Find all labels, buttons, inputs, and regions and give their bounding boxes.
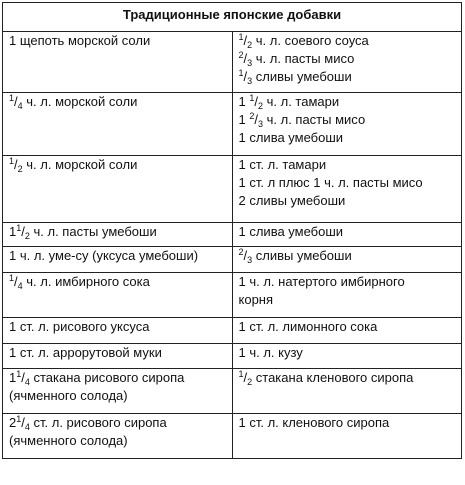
substitute-ingredient-cell — [232, 247, 462, 273]
substitute-ingredient-cell — [232, 156, 462, 223]
fraction-numerator: 2 — [238, 50, 244, 60]
table-row — [3, 32, 462, 93]
cell-text: / — [254, 112, 258, 127]
cell-text: ч. л. морской соли — [22, 157, 138, 172]
substitute-ingredient-cell — [232, 344, 462, 369]
table-row — [3, 414, 462, 459]
cell-line — [9, 318, 226, 336]
cell-text: / — [14, 274, 18, 289]
substitute-ingredient-cell — [232, 93, 462, 156]
fraction-denominator: 3 — [247, 58, 253, 68]
cell-text: 2 сливы умебоши — [238, 193, 346, 208]
cell-text: 1 ст. л плюс 1 ч. л. пасты мисо — [238, 175, 423, 190]
cell-text: ч. л. пасты умебоши — [29, 224, 157, 239]
cell-text: / — [14, 157, 18, 172]
cell-text: 1 слива умебоши — [238, 224, 344, 239]
fraction-denominator: 2 — [257, 101, 263, 111]
cell-text: / — [254, 94, 258, 109]
substitute-ingredient-cell — [232, 32, 462, 93]
cell-text: 1 ст. л. рисового уксуса — [9, 319, 150, 334]
cell-text: / — [243, 370, 248, 385]
cell-text: 1 — [9, 370, 17, 385]
cell-line — [9, 247, 226, 265]
cell-line — [9, 32, 226, 50]
cell-line — [239, 174, 456, 192]
fraction-denominator: 4 — [17, 281, 23, 291]
cell-line — [9, 432, 226, 450]
fraction-numerator: 1 — [238, 68, 244, 78]
cell-text: ч. л. пасты мисо — [263, 112, 366, 127]
cell-line — [239, 68, 456, 86]
cell-text: (ячменного солода) — [9, 388, 128, 403]
fraction-numerator: 1 — [238, 369, 244, 379]
cell-text: сливы умебоши — [252, 248, 352, 263]
cell-text: 1 слива умебоши — [238, 130, 344, 145]
table-row — [3, 318, 462, 344]
table-row — [3, 156, 462, 223]
cell-line — [9, 414, 226, 432]
cell-line — [239, 50, 456, 68]
cell-line — [239, 247, 456, 265]
fraction-denominator: 2 — [24, 231, 30, 241]
cell-line — [239, 223, 456, 241]
cell-line — [239, 291, 456, 309]
cell-text: 1 ч. л. кузу — [238, 345, 303, 360]
cell-line — [239, 129, 456, 147]
fraction-denominator: 2 — [247, 377, 253, 387]
cell-text: 1 ст. л. кленового сиропа — [238, 415, 390, 430]
cell-line — [9, 273, 226, 291]
fraction-denominator: 4 — [24, 377, 30, 387]
cell-text: 1 щепоть морской соли — [9, 33, 151, 48]
fraction-denominator: 3 — [247, 76, 253, 86]
fraction-numerator: 1 — [9, 156, 15, 166]
original-ingredient-cell — [3, 93, 233, 156]
substitute-ingredient-cell — [232, 318, 462, 344]
cell-text: стакана рисового сиропа — [29, 370, 185, 385]
table-title: Традиционные японские добавки — [3, 3, 462, 32]
fraction-numerator: 1 — [9, 273, 15, 283]
cell-text: 1 ст. л. лимонного сока — [238, 319, 378, 334]
cell-line — [9, 344, 226, 362]
cell-text: 1 ст. л. аррорутовой муки — [9, 345, 162, 360]
table-row — [3, 273, 462, 318]
fraction-denominator: 3 — [247, 255, 253, 265]
fraction-numerator: 1 — [238, 32, 244, 42]
cell-line — [239, 111, 456, 129]
fraction-numerator: 1 — [16, 223, 22, 233]
cell-text: 1 ст. л. тамари — [238, 157, 327, 172]
cell-text: (ячменного солода) — [9, 433, 128, 448]
cell-text: ч. л. морской соли — [22, 94, 138, 109]
substitute-ingredient-cell — [232, 414, 462, 459]
original-ingredient-cell — [3, 247, 233, 273]
cell-line — [239, 93, 456, 111]
fraction-denominator: 3 — [257, 119, 263, 129]
cell-line — [239, 344, 456, 362]
cell-text: ч. л. тамари — [263, 94, 340, 109]
substitution-table — [2, 2, 462, 459]
table-body — [3, 32, 462, 459]
original-ingredient-cell — [3, 344, 233, 369]
cell-text: ч. л. пасты мисо — [252, 51, 355, 66]
table-row — [3, 93, 462, 156]
fraction-numerator: 1 — [16, 369, 22, 379]
cell-line — [9, 387, 226, 405]
cell-text: / — [21, 370, 25, 385]
original-ingredient-cell — [3, 318, 233, 344]
original-ingredient-cell — [3, 223, 233, 247]
fraction-numerator: 2 — [238, 247, 244, 257]
cell-text: 1 ч. л. уме-су (уксуса умебоши) — [9, 248, 199, 263]
cell-text: стакана кленового сиропа — [252, 370, 414, 385]
cell-text: ч. л. имбирного сока — [22, 274, 150, 289]
cell-text: 1 — [238, 94, 250, 109]
cell-text: / — [243, 33, 248, 48]
cell-text: сливы умебоши — [252, 69, 352, 84]
fraction-denominator: 4 — [24, 422, 30, 432]
cell-line — [239, 156, 456, 174]
original-ingredient-cell — [3, 414, 233, 459]
original-ingredient-cell — [3, 32, 233, 93]
substitute-ingredient-cell — [232, 273, 462, 318]
cell-line — [9, 156, 226, 174]
cell-text: / — [21, 224, 25, 239]
cell-text: корня — [238, 292, 274, 307]
substitute-ingredient-cell — [232, 369, 462, 414]
cell-line — [239, 369, 456, 387]
cell-line — [239, 414, 456, 432]
cell-line — [239, 318, 456, 336]
original-ingredient-cell — [3, 273, 233, 318]
original-ingredient-cell — [3, 156, 233, 223]
table-row — [3, 369, 462, 414]
cell-line — [9, 223, 226, 241]
fraction-numerator: 1 — [249, 93, 255, 103]
cell-line — [239, 32, 456, 50]
cell-line — [239, 192, 456, 210]
fraction-numerator: 2 — [249, 111, 255, 121]
cell-text: / — [243, 69, 248, 84]
cell-text: / — [21, 415, 25, 430]
cell-text: 1 — [238, 112, 250, 127]
cell-text: 1 — [9, 224, 17, 239]
fraction-denominator: 4 — [17, 101, 23, 111]
fraction-numerator: 1 — [9, 93, 15, 103]
cell-text: 2 — [9, 415, 17, 430]
cell-text: / — [243, 51, 248, 66]
cell-line — [9, 93, 226, 111]
cell-text: ч. л. соевого соуса — [252, 33, 369, 48]
substitute-ingredient-cell — [232, 223, 462, 247]
table-row — [3, 247, 462, 273]
original-ingredient-cell — [3, 369, 233, 414]
table-row — [3, 223, 462, 247]
fraction-numerator: 1 — [16, 414, 22, 424]
cell-text: / — [243, 248, 248, 263]
table-header-row — [3, 3, 462, 32]
fraction-denominator: 2 — [17, 164, 23, 174]
substitution-table-wrap — [2, 2, 462, 459]
cell-line — [9, 369, 226, 387]
fraction-denominator: 2 — [247, 40, 253, 50]
cell-text: / — [14, 94, 18, 109]
cell-text: ст. л. рисового сиропа — [29, 415, 167, 430]
cell-text: 1 ч. л. натертого имбирного — [238, 274, 405, 289]
table-row — [3, 344, 462, 369]
cell-line — [239, 273, 456, 291]
